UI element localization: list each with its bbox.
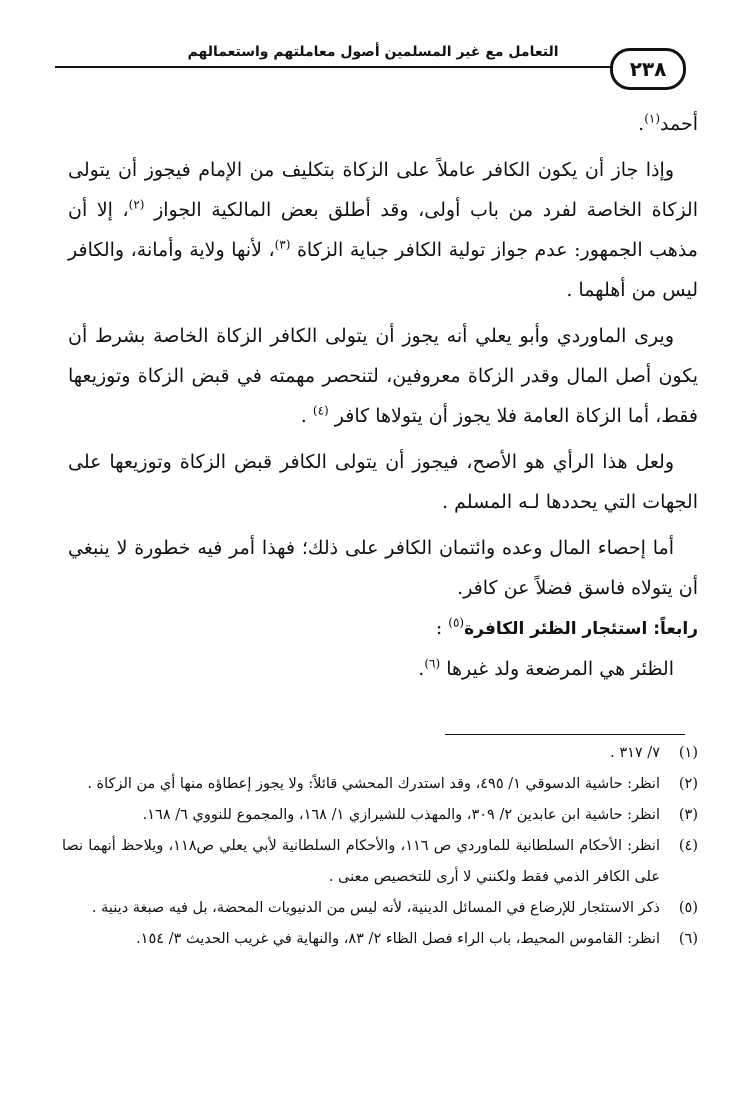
footnote-item: (٣) انظر: حاشية ابن عابدين ٢/ ٣٠٩، والمهذب للشيرازي ١/ ١٦٨، والمجموع للنووي ٦/ ١٦٨. <box>142 807 698 823</box>
footnote-separator <box>445 734 685 735</box>
page-header <box>0 40 748 100</box>
paragraph-2: ويرى الماوردي وأبو يعلي أنه يجوز أن يتولى الكافر الزكاة الخاصة بشرط أن يكون أصل المال وقدر الزكاة معروفين، لتنحصر مهمته في قبض الزكاة وتوزيعها فقط، أما الزكاة العامة فلا يجوز أن يتولاها كافر $^{(٤)}$ . <box>68 325 698 427</box>
header-rule <box>55 66 623 68</box>
footnote-item: (٤) انظر: الأحكام السلطانية للماوردي ص ١١٦، والأحكام السلطانية لأبي يعلي ص١١٨، ويلاحظ أنهما نصا على الكافر الذمي فقط ولكنني لا أرى للتخصيص معنى . <box>62 838 698 885</box>
footnote-item: (٥) ذكر الاستئجار للإرضاع في المسائل الدينية، لأنه ليس من الدنيويات المحضة، بل فيه صبغة دينية . <box>91 900 698 916</box>
footnote-ref-4[interactable]: (٤) <box>312 403 329 418</box>
page-number: ٢٣٨ <box>610 48 686 90</box>
footnote-ref-6[interactable]: (٦) <box>424 656 441 671</box>
footnote-ref-3[interactable]: (٣) <box>274 237 291 252</box>
footnote-ref-1[interactable]: (١) <box>644 111 661 126</box>
footnote-item: (٦) انظر: القاموس المحيط، باب الراء فصل الظاء ٢/ ٨٣، والنهاية في غريب الحديث ٣/ ١٥٤. <box>136 931 698 947</box>
section-heading: رابعاً: استئجار الظئر الكافرة$^{(٥)}$ : <box>435 615 698 639</box>
running-title: التعامل مع غير المسلمين أصول معاملتهم واستعمالهم <box>187 44 559 60</box>
paragraph-0: أحمد$^{(١)}$. <box>638 111 698 135</box>
main-text <box>68 104 698 695</box>
footnotes <box>62 738 698 955</box>
paragraph-4: أما إحصاء المال وعده وائتمان الكافر على ذلك؛ فهذا أمر فيه خطورة لا ينبغي أن يتولاه فاسق فضلاً عن كافر. <box>68 537 698 599</box>
footnote-item: (١) ٧/ ٣١٧ . <box>610 745 698 761</box>
paragraph-1: وإذا جاز أن يكون الكافر عاملاً على الزكاة بتكليف من الإمام فيجوز أن يتولى الزكاة الخاصة لفرد من باب أولى، وقد أطلق بعض المالكية الجواز $^{(٢)}$، إلا أن مذهب الجمهور: عدم جواز تولية الكافر جباية الزكاة $^{(٣)}$، لأنها ولاية وأمانة، والكافر ليس من أهلهما . <box>68 159 699 301</box>
paragraph-3: ولعل هذا الرأي هو الأصح، فيجوز أن يتولى الكافر قبض الزكاة وتوزيعها على الجهات التي يحددها لـه المسلم . <box>68 451 698 513</box>
footnote-item: (٢) انظر: حاشية الدسوقي ١/ ٤٩٥، وقد استدرك المحشي قائلاً: ولا يجوز إعطاؤه منها أي من الزكاة . <box>87 776 698 792</box>
paragraph-5: الظئر هي المرضعة ولد غيرها $^{(٦)}$. <box>418 656 674 680</box>
footnote-ref-5[interactable]: (٥) <box>448 615 465 630</box>
footnote-ref-2[interactable]: (٢) <box>128 197 145 212</box>
